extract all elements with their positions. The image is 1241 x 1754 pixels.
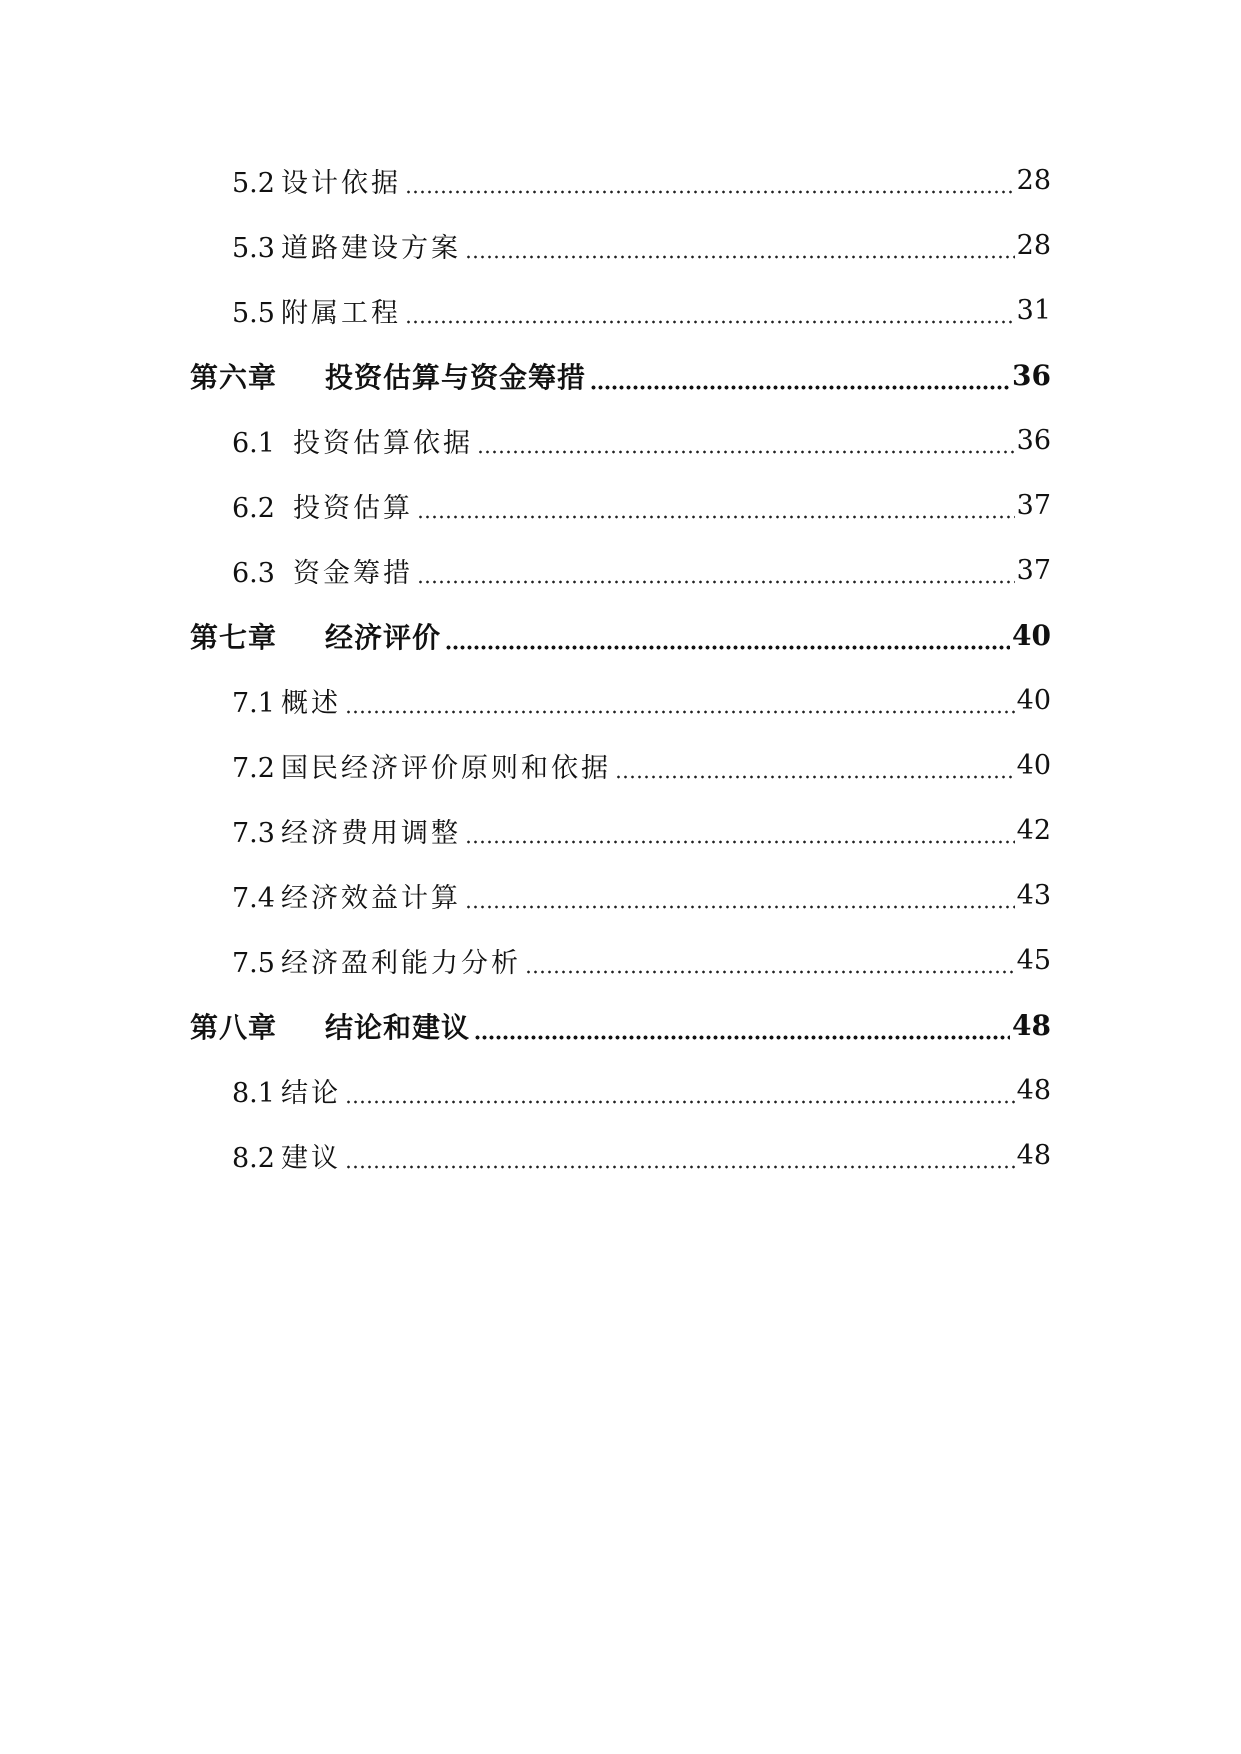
toc-entry-label: [232, 1136, 341, 1175]
toc-entry-8-1[interactable]: [0, 1058, 1241, 1123]
table-of-contents: [0, 148, 1241, 1188]
toc-chapter-page: 48: [1012, 1009, 1051, 1042]
toc-entry-page: 31: [1016, 295, 1051, 326]
toc-entry-label: [232, 161, 401, 200]
toc-entry-number: 7.3: [232, 818, 275, 849]
toc-entry-6-3[interactable]: [0, 538, 1241, 603]
toc-chapter-number: 第七章: [190, 620, 278, 654]
toc-entry-7-4[interactable]: [0, 863, 1241, 928]
toc-entry-page: 36: [1016, 425, 1051, 456]
dot-leader: [525, 970, 1015, 974]
toc-entry-number: 8.1: [232, 1078, 275, 1109]
toc-entry-page: 28: [1016, 165, 1051, 196]
toc-chapter-6[interactable]: [0, 343, 1241, 408]
toc-entry-page: 37: [1016, 555, 1051, 586]
dot-leader: [445, 645, 1010, 650]
toc-entry-7-1[interactable]: [0, 668, 1241, 733]
toc-entry-title: 经济费用调整: [280, 818, 461, 849]
toc-entry-page: 40: [1016, 750, 1051, 781]
dot-leader: [345, 1165, 1015, 1169]
toc-entry-page: 37: [1016, 490, 1051, 521]
toc-entry-5-2[interactable]: [0, 148, 1241, 213]
dot-leader: [417, 580, 1015, 584]
toc-chapter-title: 投资估算与资金筹措: [325, 360, 587, 394]
dot-leader: [474, 1035, 1010, 1040]
toc-entry-page: 45: [1016, 945, 1051, 976]
dot-leader: [465, 255, 1015, 259]
dot-leader: [465, 905, 1015, 909]
toc-entry-number: 6.1: [232, 428, 275, 459]
toc-entry-title: 经济效益计算: [280, 883, 461, 914]
toc-entry-5-3[interactable]: [0, 213, 1241, 278]
toc-entry-label: [232, 681, 341, 720]
toc-entry-title: 投资估算依据: [292, 428, 473, 459]
toc-entry-title: 建议: [280, 1143, 341, 1174]
toc-entry-label: [232, 941, 521, 980]
toc-entry-label: [232, 291, 401, 330]
toc-chapter-title: 结论和建议: [325, 1010, 471, 1044]
toc-entry-title: 道路建设方案: [280, 233, 461, 264]
dot-leader: [477, 450, 1015, 454]
toc-entry-number: 7.5: [232, 948, 275, 979]
toc-entry-number: 8.2: [232, 1143, 275, 1174]
toc-chapter-number: 第八章: [190, 1010, 278, 1044]
toc-chapter-label: [190, 356, 586, 396]
toc-entry-page: 48: [1016, 1140, 1051, 1171]
toc-entry-page: 48: [1016, 1075, 1051, 1106]
dot-leader: [615, 775, 1015, 779]
toc-entry-title: 国民经济评价原则和依据: [280, 753, 611, 784]
toc-chapter-label: [190, 616, 441, 656]
toc-entry-page: 40: [1016, 685, 1051, 716]
dot-leader: [345, 710, 1015, 714]
toc-entry-label: [232, 811, 461, 850]
toc-entry-number: 7.4: [232, 883, 275, 914]
toc-entry-number: 7.2: [232, 753, 275, 784]
toc-entry-number: 6.2: [232, 493, 275, 524]
toc-chapter-label: [190, 1006, 470, 1046]
dot-leader: [345, 1100, 1015, 1104]
toc-entry-title: 设计依据: [280, 168, 401, 199]
toc-entry-title: 资金筹措: [292, 558, 413, 589]
toc-entry-7-2[interactable]: [0, 733, 1241, 798]
toc-chapter-8[interactable]: [0, 993, 1241, 1058]
toc-entry-page: 42: [1016, 815, 1051, 846]
toc-entry-title: 附属工程: [280, 298, 401, 329]
toc-entry-label: [232, 486, 413, 525]
toc-entry-label: [232, 421, 473, 460]
dot-leader: [405, 320, 1015, 324]
toc-entry-label: [232, 1071, 341, 1110]
dot-leader: [405, 190, 1015, 194]
toc-entry-number: 7.1: [232, 688, 275, 719]
toc-entry-title: 概述: [280, 688, 341, 719]
toc-entry-8-2[interactable]: [0, 1123, 1241, 1188]
toc-entry-label: [232, 226, 461, 265]
toc-entry-title: 投资估算: [292, 493, 413, 524]
dot-leader: [465, 840, 1015, 844]
toc-entry-title: 经济盈利能力分析: [280, 948, 521, 979]
toc-entry-label: [232, 746, 611, 785]
dot-leader: [590, 385, 1010, 390]
toc-entry-label: [232, 876, 461, 915]
toc-chapter-number: 第六章: [190, 360, 278, 394]
toc-entry-label: [232, 551, 413, 590]
toc-chapter-page: 36: [1012, 359, 1051, 392]
toc-entry-7-5[interactable]: [0, 928, 1241, 993]
toc-entry-page: 28: [1016, 230, 1051, 261]
toc-entry-6-2[interactable]: [0, 473, 1241, 538]
toc-chapter-page: 40: [1012, 619, 1051, 652]
toc-entry-number: 6.3: [232, 558, 275, 589]
toc-chapter-title: 经济评价: [325, 620, 442, 654]
toc-entry-6-1[interactable]: [0, 408, 1241, 473]
toc-entry-number: 5.2: [232, 168, 275, 199]
dot-leader: [417, 515, 1015, 519]
toc-entry-number: 5.5: [232, 298, 275, 329]
toc-chapter-7[interactable]: [0, 603, 1241, 668]
toc-entry-7-3[interactable]: [0, 798, 1241, 863]
toc-entry-title: 结论: [280, 1078, 341, 1109]
toc-entry-number: 5.3: [232, 233, 275, 264]
toc-entry-page: 43: [1016, 880, 1051, 911]
toc-entry-5-5[interactable]: [0, 278, 1241, 343]
